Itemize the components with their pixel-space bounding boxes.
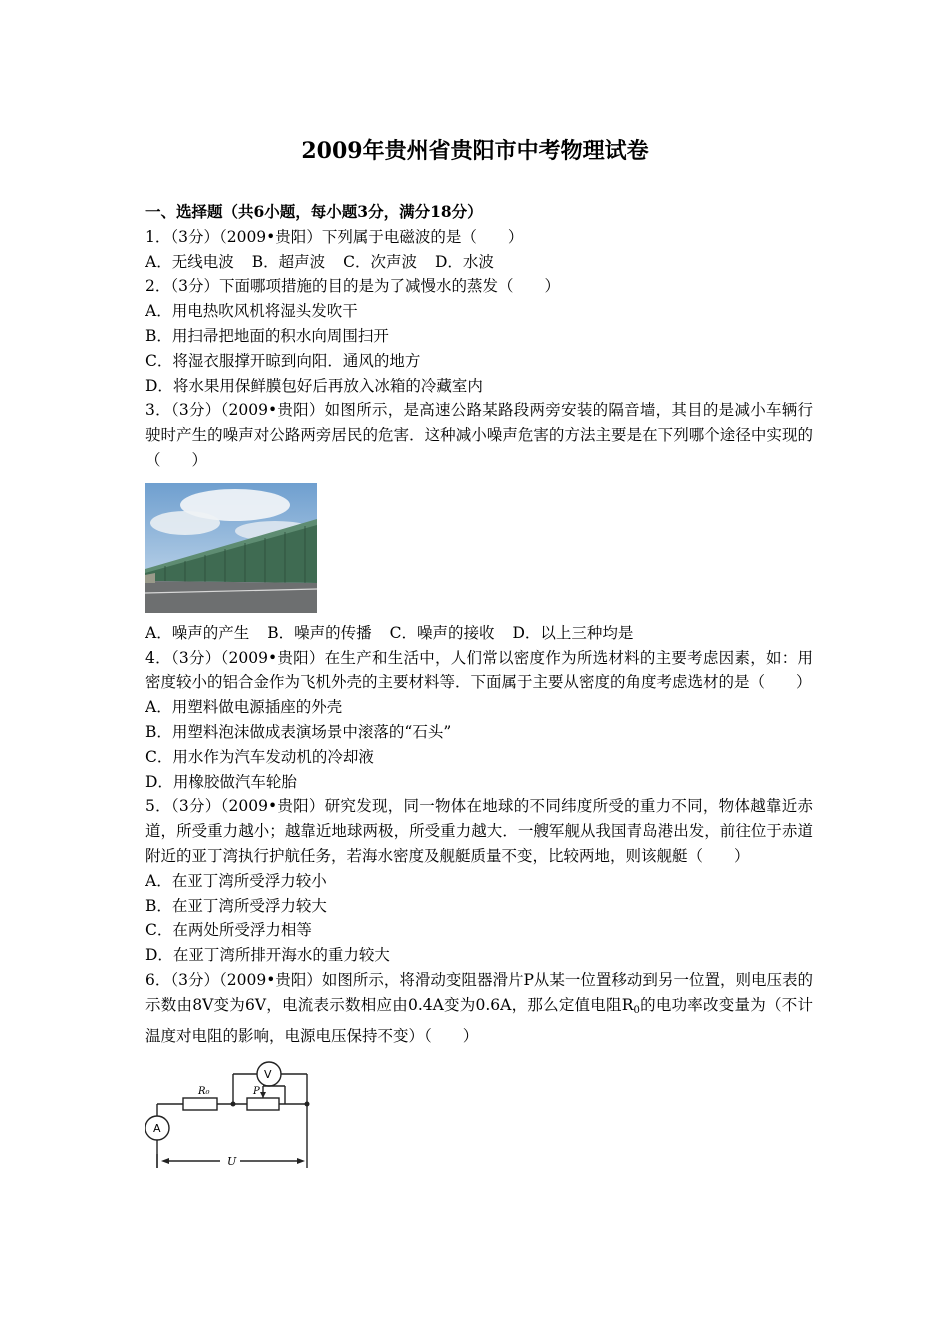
q2-stem: 2．（3分）下面哪项措施的目的是为了减慢水的蒸发（ ）: [145, 277, 560, 296]
q5-option-c: C．在两处所受浮力相等: [145, 921, 312, 940]
section-heading: 一、选择题（共6小题，每小题3分，满分18分）: [145, 202, 483, 221]
q2-option-d: D．将水果用保鲜膜包好后再放入冰箱的冷藏室内: [145, 376, 483, 395]
q2-option-a: A．用电热吹风机将湿头发吹干: [145, 302, 358, 321]
q2-option-c: C．将湿衣服撑开晾到向阳．通风的地方: [145, 351, 421, 370]
exam-content: [145, 200, 813, 1176]
q1-option-a: A．无线电波: [145, 252, 234, 271]
q4-option-b: B．用塑料泡沫做成表演场景中滚落的“石头”: [145, 722, 452, 741]
r0-label: R₀: [198, 1086, 210, 1098]
q4-option-d: D．用橡胶做汽车轮胎: [145, 772, 297, 791]
voltmeter-label: V: [264, 1068, 272, 1082]
q4-option-c: C．用水作为汽车发动机的冷却液: [145, 747, 374, 766]
q1-stem: 1．（3分）（2009•贵阳）下列属于电磁波的是（ ）: [145, 227, 524, 246]
q3-stem: 3．（3分）（2009•贵阳）如图所示，是高速公路某路段两旁安装的隔音墙，其目的是减小车辆行驶时产生的噪声对公路两旁居民的危害．这种减小噪声危害的方法主要是在下列哪个途径中实现的（ ）: [145, 401, 813, 469]
q3-option-b: B．噪声的传播: [267, 623, 372, 642]
q6-stem-part-a: 6．（3分）（2009•贵阳）如图所示，将滑动变阻器滑片P从某一位置移动到另一位置，则电压表的示数由8V变为6V，电流表示数相应由0.4A变为0.6A，那么定值电阻R: [145, 970, 813, 1014]
sound-barrier-photo: [145, 483, 317, 613]
q3-option-d: D．以上三种均是: [512, 623, 634, 642]
q6-stem-part-b: 的电功率改变量为（不计温度对电阻的影响，电源电压保持不变）（ ）: [145, 995, 813, 1045]
q5-option-a: A．在亚丁湾所受浮力较小: [145, 871, 327, 890]
q3-options: [145, 621, 813, 646]
q1-option-c: C．次声波: [343, 252, 417, 271]
q4-stem: 4．（3分）（2009•贵阳）在生产和生活中，人们常以密度作为所选材料的主要考虑因素，如：用密度较小的铝合金作为飞机外壳的主要材料等．下面属于主要从密度的角度考虑选材的是（ ）: [145, 648, 813, 692]
q5-option-d: D．在亚丁湾所排开海水的重力较大: [145, 946, 390, 965]
q5-option-b: B．在亚丁湾所受浮力较大: [145, 896, 327, 915]
circuit-diagram: [145, 1056, 320, 1176]
q3-option-c: C．噪声的接收: [389, 623, 495, 642]
ammeter-label: A: [153, 1122, 161, 1136]
q1-options: [145, 250, 813, 275]
q1-option-b: B．超声波: [251, 252, 326, 271]
q6-stem-subscript: 0: [633, 1004, 640, 1016]
q4-option-a: A．用塑料做电源插座的外壳: [145, 698, 343, 717]
q2-option-b: B．用扫帚把地面的积水向周围扫开: [145, 326, 389, 345]
q5-stem: 5．（3分）（2009•贵阳）研究发现，同一物体在地球的不同纬度所受的重力不同，物体越靠近赤道，所受重力越小；越靠近地球两极，所受重力越大．一艘军舰从我国青岛港出发，前往位于赤道附近的亚丁湾执行护航任务，若海水密度及舰艇质量不变，比较两地，则该舰艇（ ）: [145, 797, 813, 865]
exam-title: 2009年贵州省贵阳市中考物理试卷: [301, 138, 649, 164]
p-label: P: [253, 1086, 260, 1098]
q6-stem: [145, 968, 813, 1048]
u-label: U: [227, 1155, 237, 1169]
q3-option-a: A．噪声的产生: [145, 623, 250, 642]
q1-option-d: D．水波: [434, 252, 494, 271]
